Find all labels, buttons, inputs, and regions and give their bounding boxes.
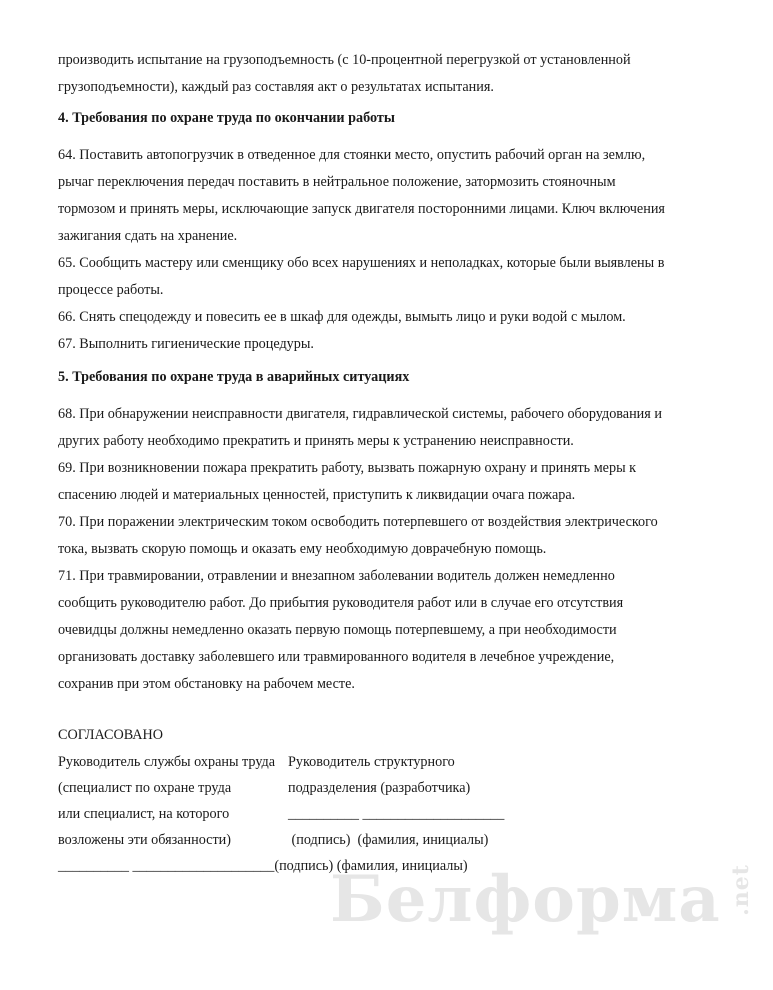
text-line: 71. При травмировании, отравлении и внезапном заболевании водитель должен немедленно [58, 568, 615, 584]
section-5-heading: 5. Требования по охране труда в аварийных ситуациях [58, 369, 410, 385]
text-line: 69. При возникновении пожара прекратить работу, вызвать пожарную охрану и принять меры к [58, 460, 637, 476]
text-line: 67. Выполнить гигиенические процедуры. [58, 336, 314, 352]
text-line: возложены эти обязанности) [58, 832, 231, 848]
text-line: грузоподъемности), каждый раз составляя акт о результатах испытания. [58, 79, 494, 95]
text-line: процессе работы. [58, 282, 164, 298]
watermark-text: Белформа [330, 862, 721, 937]
text-line: зажигания сдать на хранение. [58, 228, 238, 244]
item-71 [58, 563, 658, 698]
belforma-watermark [330, 862, 773, 937]
text-line: 64. Поставить автопогрузчик в отведенное для стоянки место, опустить рабочий орган на землю, [58, 147, 646, 163]
text-line: производить испытание на грузоподъемность (с 10-процентной перегрузкой от установленной [58, 52, 631, 68]
signature-left-column [58, 749, 275, 853]
watermark-suffix: .net [727, 864, 754, 916]
text-line: 70. При поражении электрическим током освободить потерпевшего от воздействия электрического [58, 514, 658, 530]
text-line: (специалист по охране труда [58, 780, 232, 796]
text-line: (подпись) (фамилия, инициалы) [288, 832, 489, 848]
text-line: тормозом и принять меры, исключающие запуск двигателя посторонними лицами. Ключ включения [58, 201, 665, 217]
text-line: других работу необходимо прекратить и принять меры к устранению неисправности. [58, 433, 574, 449]
text-line: тока, вызвать скорую помощь и оказать ему необходимую доврачебную помощь. [58, 541, 547, 557]
signature-line: __________ ____________________ [288, 806, 505, 822]
text-line: организовать доставку заболевшего или травмированного водителя в лечебное учреждение, [58, 649, 615, 665]
text-line: 65. Сообщить мастеру или сменщику обо всех нарушениях и неполадках, которые были выявлены в [58, 255, 665, 271]
intro-paragraph [58, 47, 658, 101]
text-line: рычаг переключения передач поставить в нейтральное положение, затормозить стояночным [58, 174, 616, 190]
text-line: спасению людей и материальных ценностей, приступить к ликвидации очага пожара. [58, 487, 576, 503]
item-70 [58, 509, 658, 563]
item-69 [58, 455, 658, 509]
document-page [58, 47, 665, 874]
section-4-heading: 4. Требования по охране труда по окончании работы [58, 110, 395, 126]
text-line: Руководитель службы охраны труда [58, 754, 276, 770]
text-line: 66. Снять спецодежду и повесить ее в шкаф для одежды, вымыть лицо и руки водой с мылом. [58, 309, 626, 325]
text-line: или специалист, на которого [58, 806, 230, 822]
item-65 [58, 250, 665, 304]
text-line: сохранив при этом обстановку на рабочем месте. [58, 676, 355, 692]
signature-block [58, 749, 658, 874]
item-66 [58, 304, 658, 331]
text-line: подразделения (разработчика) [288, 780, 471, 796]
text-line: очевидцы должны немедленно оказать первую помощь потерпевшему, а при необходимости [58, 622, 617, 638]
agreement-title: СОГЛАСОВАНО [58, 727, 164, 743]
item-64 [58, 142, 665, 250]
text-line: сообщить руководителю работ. До прибытия руководителя работ или в случае его отсутствия [58, 595, 624, 611]
text-line: Руководитель структурного [288, 754, 455, 770]
bottom-signature-line: __________ ____________________(подпись) (фамилия, инициалы) [58, 858, 468, 874]
text-line: 68. При обнаружении неисправности двигателя, гидравлической системы, рабочего оборудования и [58, 406, 662, 422]
item-68 [58, 401, 662, 455]
item-67 [58, 331, 658, 358]
signature-right-column [288, 749, 504, 853]
